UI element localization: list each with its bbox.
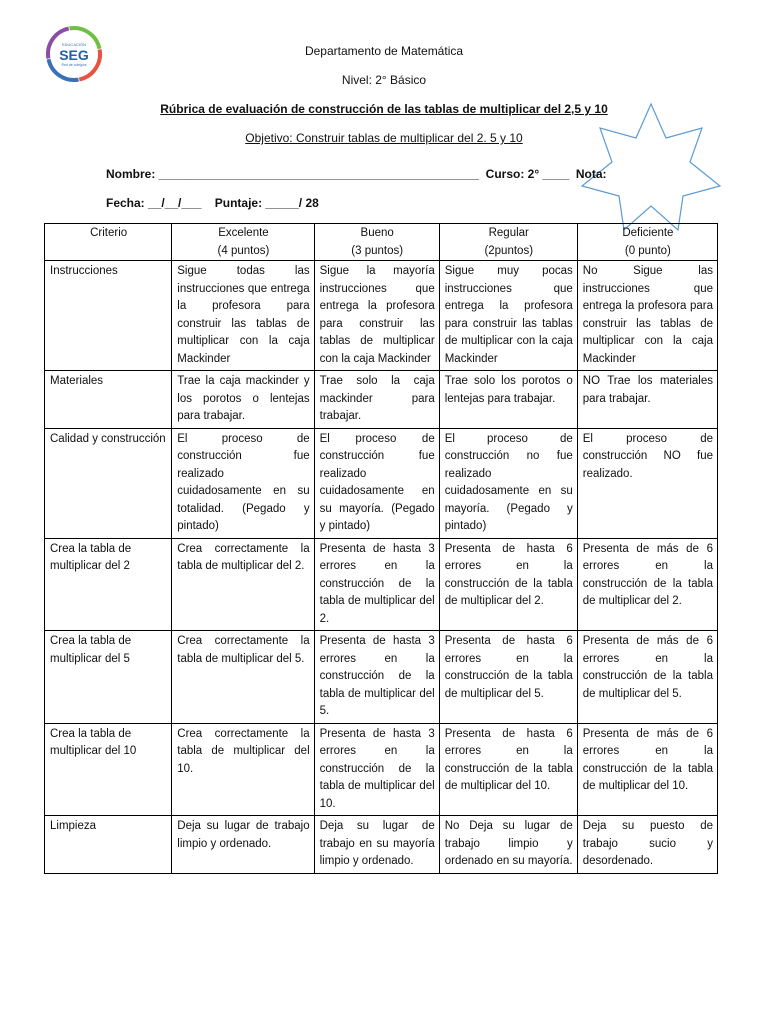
level-label: Nivel: 2° Básico [341,73,427,87]
table-row [45,723,718,816]
rubric-cell: Trae la caja mackinder y los porotos o lentejas para trabajar. [172,371,314,429]
date-score-line[interactable]: Fecha: __/__/___ Puntaje: _____/ 28 [106,196,319,210]
rubric-cell: Crea correctamente la tabla de multiplicar del 2. [172,538,314,631]
rubric-cell: El proceso de construcción NO fue realizado. [577,428,717,538]
criterion-cell: Materiales [45,371,172,429]
rubric-cell: Deja su lugar de trabajo limpio y ordenado. [172,816,314,874]
rubric-cell: Presenta de hasta 6 errores en la construcción de la tabla de multiplicar del 2. [439,538,577,631]
rubric-cell: Presenta de hasta 3 errores en la construcción de la tabla de multiplicar del 5. [314,631,439,724]
rubric-cell: Presenta de más de 6 errores en la construcción de la tabla de multiplicar del 2. [577,538,717,631]
rubric-cell: No Deja su lugar de trabajo limpio y ordenado en su mayoría. [439,816,577,874]
table-row [45,538,718,631]
rubric-cell: Presenta de hasta 3 errores en la construcción de la tabla de multiplicar del 2. [314,538,439,631]
header-criterio: Criterio [45,224,172,261]
rubric-cell: Presenta de hasta 6 errores en la construcción de la tabla de multiplicar del 10. [439,723,577,816]
rubric-cell: Trae solo la caja mackinder para trabajar. [314,371,439,429]
rubric-cell: Deja su puesto de trabajo sucio y desordenado. [577,816,717,874]
header-deficiente: Deficiente (0 punto) [577,224,717,261]
rubric-cell: El proceso de construcción no fue realizado cuidadosamente en su mayoría. (Pegado y pintado) [439,428,577,538]
criterion-cell: Crea la tabla de multiplicar del 5 [45,631,172,724]
rubric-cell: El proceso de construcción fue realizado cuidadosamente en su mayoría. (Pegado y pintado) [314,428,439,538]
table-row [45,816,718,874]
rubric-cell: Crea correctamente la tabla de multiplicar del 10. [172,723,314,816]
document-title: Rúbrica de evaluación de construcción de las tablas de multiplicar del 2,5 y 10 [160,102,608,116]
table-row [45,631,718,724]
rubric-cell: Presenta de más de 6 errores en la construcción de la tabla de multiplicar del 5. [577,631,717,724]
table-header-row [45,224,718,261]
table-row [45,371,718,429]
rubric-cell: Sigue la mayoría instrucciones que entrega la profesora para construir las tablas de multiplicar con la caja Mackinder [314,261,439,371]
rubric-cell: Sigue muy pocas instrucciones que entrega la profesora para construir las tablas de multiplicar con la caja Mackinder [439,261,577,371]
criterion-cell: Crea la tabla de multiplicar del 10 [45,723,172,816]
department-label: Departamento de Matemática [304,44,464,58]
name-course-grade-line[interactable]: Nombre: ________________________________________________ Curso: 2° ____ Nota: [106,167,607,181]
rubric-cell: Trae solo los porotos o lentejas para trabajar. [439,371,577,429]
rubric-cell: Crea correctamente la tabla de multiplicar del 5. [172,631,314,724]
rubric-cell: Sigue todas las instrucciones que entrega la profesora para construir las tablas de multiplicar con la caja Mackinder [172,261,314,371]
rubric-cell: NO Trae los materiales para trabajar. [577,371,717,429]
rubric-table [44,223,718,874]
logo-sub-text: Red de colegios [61,63,87,67]
header-bueno: Bueno (3 puntos) [314,224,439,261]
star-shape [580,100,722,232]
objective-label: Objetivo: Construir tablas de multiplicar del 2. 5 y 10 [245,131,523,145]
criterion-cell: Calidad y construcción [45,428,172,538]
rubric-cell: Presenta de hasta 6 errores en la construcción de la tabla de multiplicar del 5. [439,631,577,724]
rubric-cell: No Sigue las instrucciones que entrega la profesora para construir las tablas de multiplicar con la caja Mackinder [577,261,717,371]
rubric-cell: El proceso de construcción fue realizado cuidadosamente en su totalidad. (Pegado y pintado) [172,428,314,538]
header-regular: Regular (2puntos) [439,224,577,261]
logo-main-text: SEG [59,47,89,63]
rubric-cell: Presenta de más de 6 errores en la construcción de la tabla de multiplicar del 10. [577,723,717,816]
logo-top-text: EDUCACIÓN [61,42,87,47]
header-excelente: Excelente (4 puntos) [172,224,314,261]
table-row [45,261,718,371]
rubric-cell: Deja su lugar de trabajo en su mayoría limpio y ordenado. [314,816,439,874]
rubric-cell: Presenta de hasta 3 errores en la construcción de la tabla de multiplicar del 10. [314,723,439,816]
criterion-cell: Instrucciones [45,261,172,371]
criterion-cell: Limpieza [45,816,172,874]
table-row [45,428,718,538]
criterion-cell: Crea la tabla de multiplicar del 2 [45,538,172,631]
